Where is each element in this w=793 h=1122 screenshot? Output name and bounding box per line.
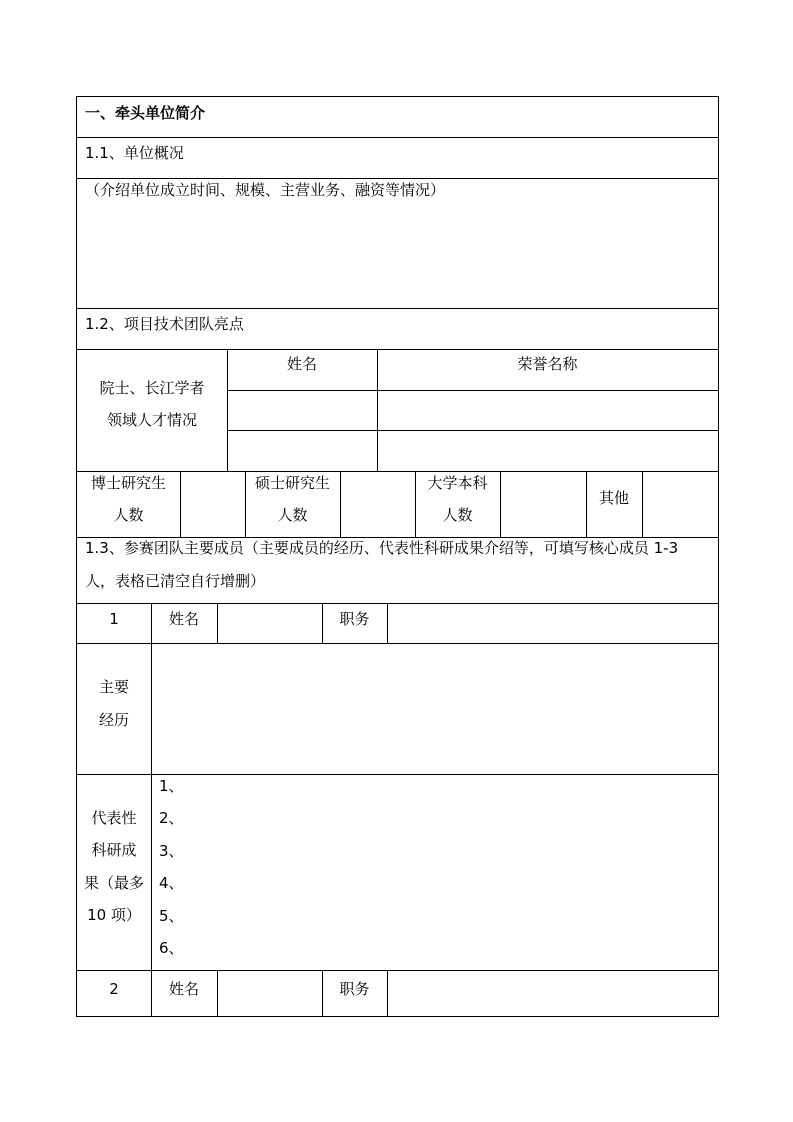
member-1-achievements-label-line1: 代表性: [91, 809, 137, 827]
team-highlights-heading: 1.2、项目技术团队亮点: [85, 315, 244, 333]
member-1-achievements-label-line3: 果（最多: [83, 874, 144, 892]
phd-count-label-line1: 博士研究生: [90, 474, 166, 492]
member-2-index: 2: [109, 980, 119, 998]
row-divider: [77, 774, 718, 775]
achievement-item-1[interactable]: 1、: [159, 777, 184, 795]
member-1-name-input[interactable]: [218, 604, 322, 643]
talent-name-input-1[interactable]: [228, 391, 377, 430]
member-1-position-input[interactable]: [388, 604, 718, 643]
achievement-item-3[interactable]: 3、: [159, 842, 184, 860]
team-members-heading-line1: 1.3、参赛团队主要成员（主要成员的经历、代表性科研成果介绍等，可填写核心成员 1-3: [85, 539, 679, 557]
member-1-achievements-label-line4: 10 项）: [87, 906, 141, 924]
phd-count-label-line2: 人数: [113, 506, 144, 524]
bachelor-count-input[interactable]: [501, 472, 586, 537]
member-1-achievements-label-line2: 科研成: [91, 841, 137, 859]
talent-honor-input-1[interactable]: [378, 391, 718, 430]
member-2-name-label: 姓名: [168, 980, 199, 998]
member-2-position-label: 职务: [339, 980, 370, 998]
row-divider: [77, 308, 718, 309]
member-1-name-label: 姓名: [168, 610, 199, 628]
talent-name-input-2[interactable]: [228, 431, 377, 471]
row-divider: [77, 178, 718, 179]
row-divider: [77, 137, 718, 138]
achievement-item-2[interactable]: 2、: [159, 809, 184, 827]
member-2-position-input[interactable]: [388, 971, 718, 1016]
master-count-label-line1: 硕士研究生: [254, 474, 330, 492]
bachelor-count-label-line2: 人数: [442, 506, 473, 524]
member-1-experience-input[interactable]: [152, 644, 718, 774]
member-1-position-label: 职务: [339, 610, 370, 628]
master-count-label-line2: 人数: [277, 506, 308, 524]
unit-overview-heading: 1.1、单位概况: [85, 144, 184, 162]
member-2-name-input[interactable]: [218, 971, 322, 1016]
master-count-input[interactable]: [341, 472, 415, 537]
other-count-input[interactable]: [643, 472, 718, 537]
member-1-index: 1: [109, 610, 119, 628]
talent-honor-column-header: 荣誉名称: [517, 355, 578, 373]
member-1-experience-label-line1: 主要: [98, 678, 129, 696]
achievement-item-6[interactable]: 6、: [159, 939, 184, 957]
talent-name-column-header: 姓名: [286, 355, 317, 373]
application-form-table: [76, 96, 719, 1017]
team-members-heading-line2: 人，表格已清空自行增删）: [85, 572, 266, 590]
member-1-experience-label-line2: 经历: [98, 711, 129, 729]
talent-label-line1: 院士、长江学者: [99, 379, 205, 397]
section-title: 一、牵头单位简介: [85, 104, 206, 122]
talent-honor-input-2[interactable]: [378, 431, 718, 471]
achievement-item-5[interactable]: 5、: [159, 907, 184, 925]
talent-label-line2: 领域人才情况: [106, 411, 197, 429]
bachelor-count-label-line1: 大学本科: [427, 474, 488, 492]
phd-count-input[interactable]: [181, 472, 245, 537]
unit-overview-hint[interactable]: （介绍单位成立时间、规模、主营业务、融资等情况）: [85, 181, 446, 199]
row-divider: [77, 349, 718, 350]
other-count-label: 其他: [598, 489, 629, 507]
achievement-item-4[interactable]: 4、: [159, 874, 184, 892]
